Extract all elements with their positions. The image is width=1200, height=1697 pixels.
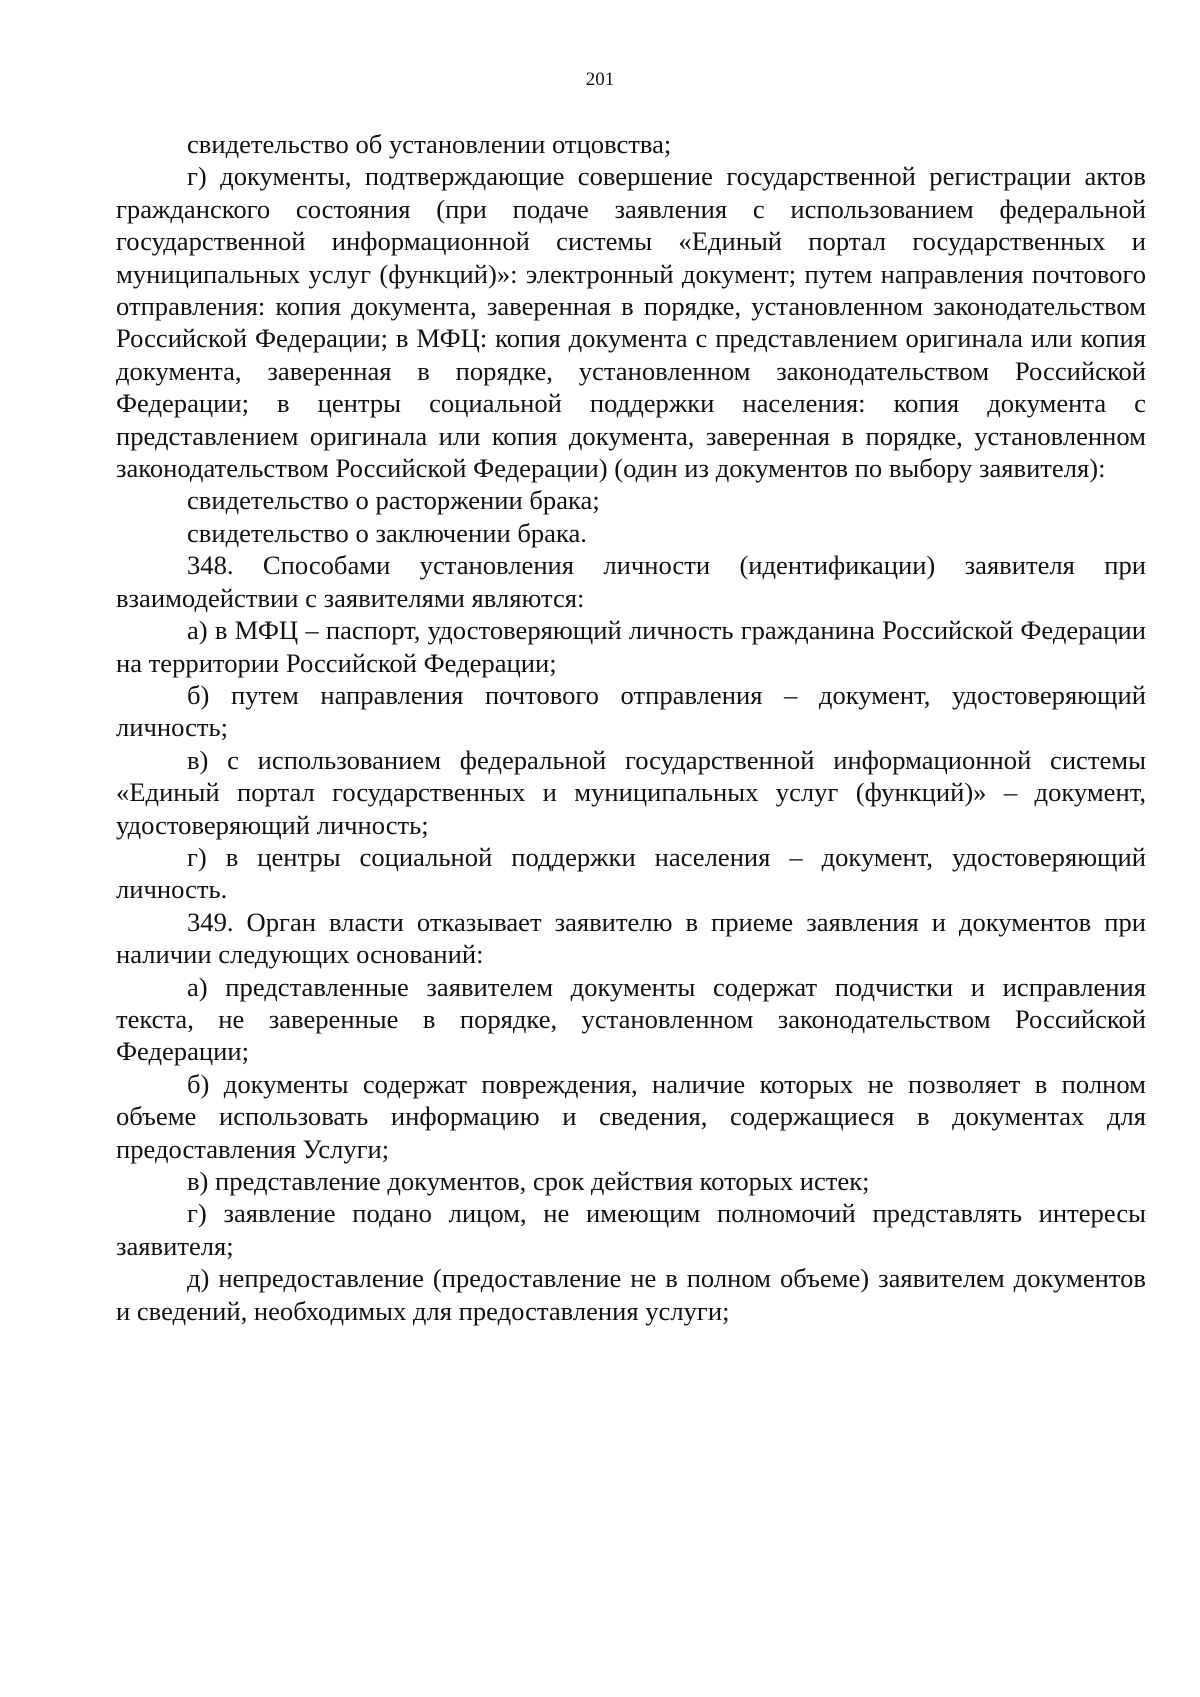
paragraph-section-348: 348. Способами установления личности (идентификации) заявителя при взаимодействии с заявителями являются: xyxy=(116,550,1146,613)
paragraph-349-d: д) непредоставление (предоставление не в полном объеме) заявителем документов и сведений, необходимых для предоставления услуги; xyxy=(116,1263,1146,1326)
paragraph-349-b: б) документы содержат повреждения, наличие которых не позволяет в полном объеме использовать информацию и сведения, содержащиеся в документах для предоставления Услуги; xyxy=(116,1068,1146,1164)
paragraph-civil-status-documents: г) документы, подтверждающие совершение государственной регистрации актов гражданского состояния (при подаче заявления с использованием федеральной государственной информационной системы «Единый портал государственных и муниципальных услуг (функций)»: электронный документ; путем направления почтового отправления: копия документа, заверенная в порядке, установленном законодательством Российской Федерации; в МФЦ: копия документа с представлением оригинала или копия документа, заверенная в порядке, установленном законодательством Российской Федерации; в центры социальной поддержки населения: копия документа с представлением оригинала или копия документа, заверенная в порядке, установленном законодательством Российской Федерации) (один из документов по выбору заявителя): xyxy=(116,161,1146,484)
paragraph-349-g: г) заявление подано лицом, не имеющим полномочий представлять интересы заявителя; xyxy=(116,1198,1146,1261)
page-number: 201 xyxy=(585,69,615,90)
paragraph-348-v: в) с использованием федеральной государственной информационной системы «Единый портал государственных и муниципальных услуг (функций)» – документ, удостоверяющий личность; xyxy=(116,744,1146,840)
paragraph-349-a: а) представленные заявителем документы содержат подчистки и исправления текста, не заверенные в порядке, установленном законодательством Российской Федерации; xyxy=(116,971,1146,1067)
paragraph-section-349: 349. Орган власти отказывает заявителю в приеме заявления и документов при наличии следующих оснований: xyxy=(116,906,1146,970)
paragraph-349-v: в) представление документов, срок действия которых истек; xyxy=(187,1166,870,1196)
paragraph-348-a: а) в МФЦ – паспорт, удостоверяющий личность гражданина Российской Федерации на территории Российской Федерации; xyxy=(116,615,1146,678)
paragraph-348-b: б) путем направления почтового отправления – документ, удостоверяющий личность; xyxy=(116,679,1146,743)
paragraph-348-g: г) в центры социальной поддержки населения – документ, удостоверяющий личность. xyxy=(116,841,1146,905)
document-body xyxy=(116,128,1146,1327)
paragraph-marriage-certificate: свидетельство о заключении брака. xyxy=(187,517,587,548)
paragraph-paternity-certificate: свидетельство об установлении отцовства; xyxy=(187,129,672,159)
paragraph-divorce-certificate: свидетельство о расторжении брака; xyxy=(187,485,600,516)
